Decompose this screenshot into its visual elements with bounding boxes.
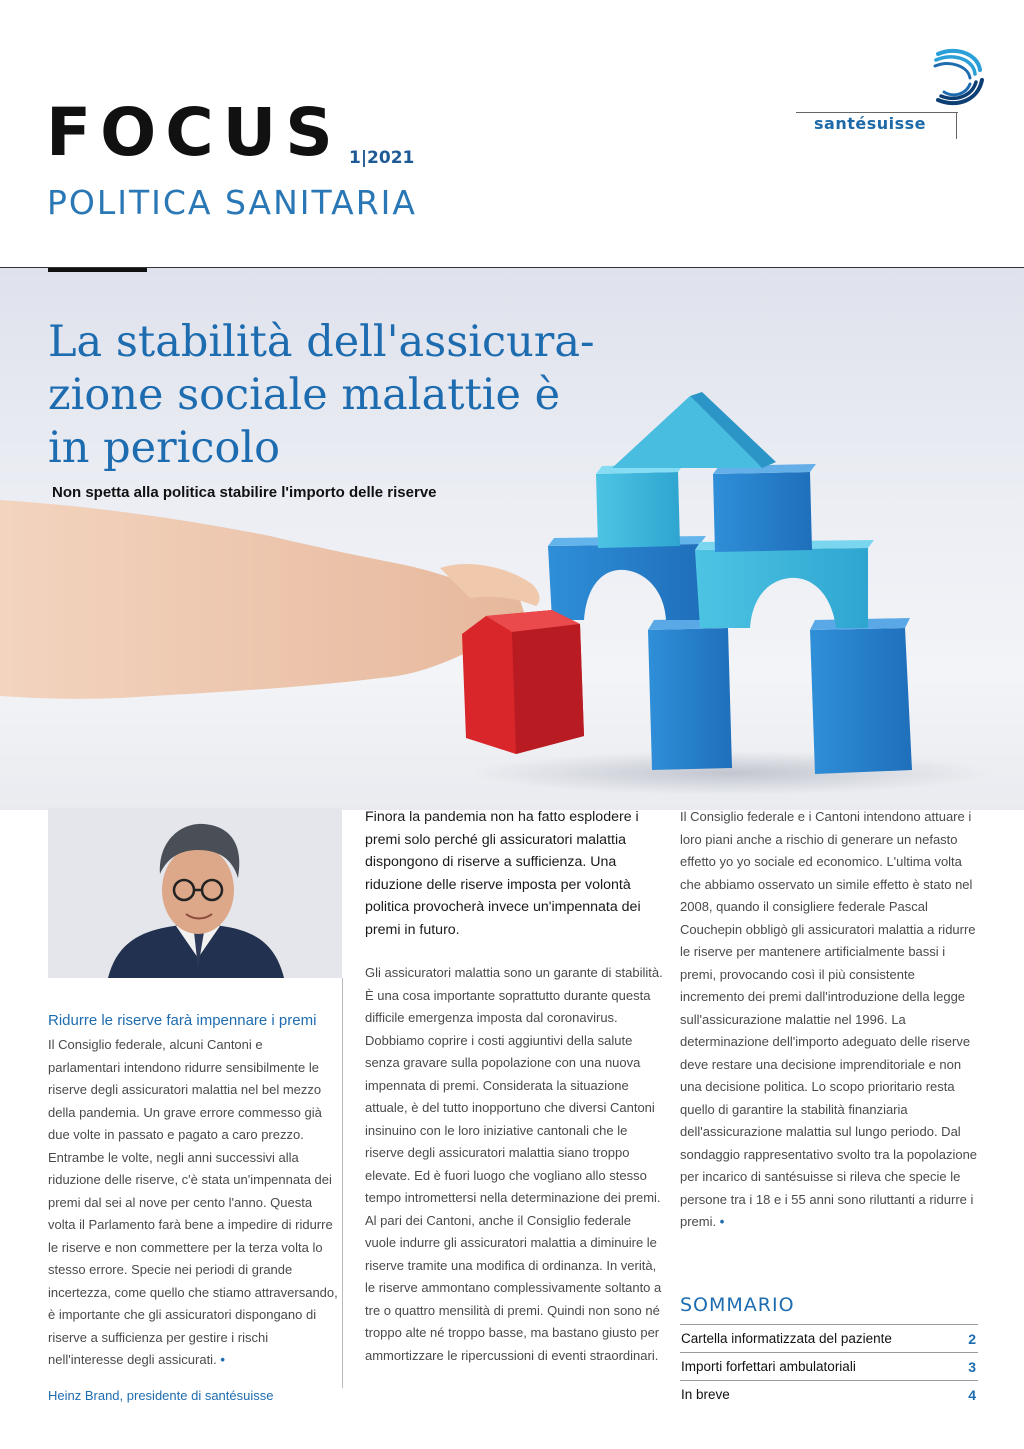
santesuisse-logo — [796, 44, 986, 144]
masthead — [0, 0, 1024, 268]
end-mark: • — [719, 1214, 725, 1229]
table-of-contents — [680, 1294, 978, 1408]
publication-subtitle: POLITICA SANITARIA — [47, 183, 417, 222]
article-column-1 — [365, 806, 665, 1367]
article-deck: Non spetta alla politica stabilire l'importo delle riserve — [52, 484, 437, 501]
sidebar-heading: Ridurre le riserve farà impennare i premi — [48, 1012, 317, 1029]
swirl-logo-icon — [796, 44, 986, 114]
column-divider — [342, 978, 343, 1388]
article-lead: Finora la pandemia non ha fatto esplodere i premi solo perché gli assicuratori malattia dispongono di riserve a sufficienza. Una riduzione delle riserve imposta per volontà politica provocherà invece un'impennata dei premi in futuro. — [365, 809, 641, 938]
article-column-2 — [680, 806, 980, 1234]
paragraph-text: Il Consiglio federale e i Cantoni intendono attuare i loro piani anche a rischio di generare un nefasto effetto yo yo sociale ed economico. L'ultima volta che abbiamo osservato un simile effetto è stato nel 2008, quando il consigliere federale Pascal Couchepin obbligò gli assicuratori malattia a ridurre le riserve per mantenere artificialmente bassi i premi, provocando così il più consistente incremento dei premi dall'introduzione della legge sull'assicurazione malattie nel 1996. La determinazione dell'importo adeguato delle riserve deve restare una decisione imprenditoriale e non una decisione politica. Lo scopo prioritario resta quello di garantire la stabilità finanziaria dell'assicurazione malattia sul lungo periodo. Dal sondaggio rappresentativo svolto tra la popolazione per incarico di santésuisse si rileva che specie le persone tra i 18 e i 55 anni sono riluttanti a ridurre i premi. — [680, 809, 978, 1229]
toc-item[interactable] — [680, 1352, 978, 1380]
accent-bar — [48, 268, 147, 272]
publication-title: FOCUS — [46, 94, 342, 171]
toc-item-label: In breve — [681, 1387, 730, 1402]
logo-rule — [796, 112, 958, 113]
headline-line: in pericolo — [48, 423, 281, 473]
headline-line: La stabilità dell'assicura- — [48, 317, 595, 367]
end-mark: • — [220, 1352, 225, 1367]
article-paragraph: Gli assicuratori malattia sono un garante di stabilità. È una cosa importante soprattutto durante questa difficile emergenza imposta dal coronavirus. Dobbiamo coprire i costi aggiuntivi della salute senza gravare sulla popolazione con una nuova impennata di premi. Considerata la situazione attuale, è del tutto inopportuno che diversi Cantoni insinuino con le loro iniziative cantonali che le riserve degli assicuratori malattia siano troppo elevate. Ed è fuori luogo che vogliano allo stesso tempo intromettersi nella determinazione dei premi. Al pari dei Cantoni, anche il Consiglio federale vuole indurre gli assicuratori malattia a diminuire le riserve tramite una modifica di ordinanza. In verità, le riserve ammontano complessivamente soltanto a tre o quattro mensilità di premi. Quindi non sono né troppo alte né troppo basse, ma bastano giusto per ammortizzare le ripercussioni di eventi straordinari. — [365, 965, 663, 1363]
toc-item[interactable] — [680, 1324, 978, 1352]
toc-item-page: 2 — [968, 1330, 976, 1347]
toc-item-page: 3 — [968, 1358, 976, 1375]
editorial-sidebar — [48, 1010, 338, 1372]
toc-item-label: Importi forfettari ambulatoriali — [681, 1359, 856, 1374]
sidebar-text — [48, 1034, 338, 1372]
headline-line: zione sociale malattie è — [48, 370, 561, 420]
article-headline — [48, 316, 595, 475]
blue-pillar-right — [810, 618, 912, 774]
logo-rule-vertical — [956, 112, 957, 139]
sidebar-body: Il Consiglio federale, alcuni Cantoni e parlamentari intendono ridurre sensibilmente le riserve degli assicuratori malattia nel bel mezzo della pandemia. Un grave errore commesso già due volte in passato e pagato a caro prezzo. Entrambe le volte, negli anni successivi alla riduzione delle riserve, c'è stata un'impennata dei premi dal sei al nove per cento l'anno. Questa volta il Parlamento farà bene a impedire di ridurre le riserve e non commettere per la terza volta lo stesso errore. Specie nei periodi di grande incertezza, come quello che stiamo attraversando, è importante che gli assicuratori dispongano di riserve a sufficienza per gestire i rischi nell'interesse degli assicurati. — [48, 1037, 338, 1367]
portrait-photo — [48, 808, 342, 978]
toc-title: SOMMARIO — [680, 1294, 795, 1316]
toc-item[interactable] — [680, 1380, 978, 1408]
author-signature: Heinz Brand, presidente di santésuisse — [48, 1388, 274, 1403]
blue-pillar-left — [648, 618, 734, 770]
logo-wordmark: santésuisse — [814, 114, 927, 133]
author-portrait — [48, 808, 342, 978]
toc-item-page: 4 — [968, 1386, 976, 1403]
toc-item-label: Cartella informatizzata del paziente — [681, 1331, 892, 1346]
issue-number: 1|2021 — [349, 148, 415, 168]
article-paragraph — [680, 806, 980, 1234]
